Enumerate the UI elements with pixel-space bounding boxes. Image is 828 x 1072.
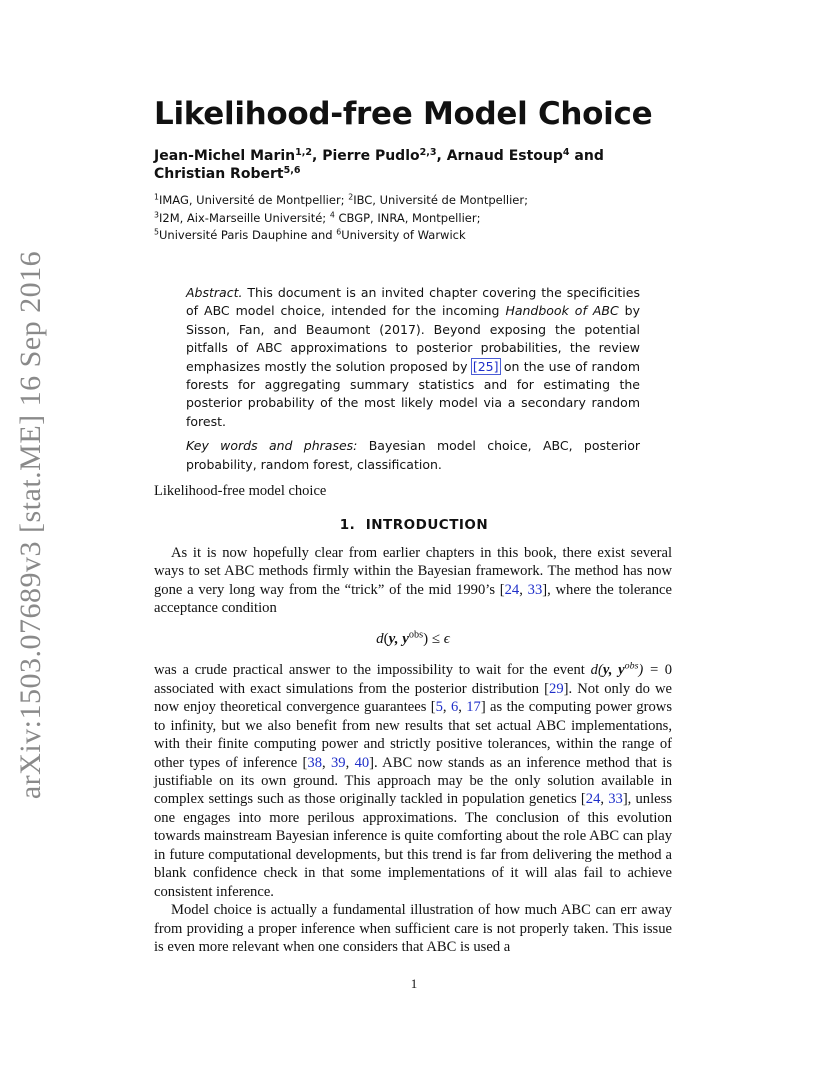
body-text-run: ] as the computing power grows to infinity, but we also benefit from new results that set actual ABC implementations, with their finite computing power and strictly positive tolerances, within the range of other types of inference [: [154, 699, 673, 771]
author-name: Pierre Pudlo: [322, 148, 420, 164]
affiliation-marker: 4: [329, 210, 335, 220]
affiliation-line: [154, 192, 674, 210]
affiliation-marker: 5: [154, 227, 159, 237]
body-text-run: ], unless one engages into more perilous approximations. The conclusion of this evolution towards mainstream Bayesian inference is quite comforting about the role ABC can play in future computational developments, but this trend is far from delivering the method a blank confidence check in that some implementations of it will alas fail to achieve consistent inference.: [154, 791, 672, 900]
body-text-run: As it is now hopefully clear from earlier chapters in this book, there exist several ways to set ABC methods firmly within the Bayesian framework. The method has now gone a very long way from the “trick” of the mid 1990’s [: [154, 545, 672, 598]
author-separator: ,: [436, 148, 447, 164]
affiliation-marker: 2: [348, 192, 354, 202]
inline-math: d(y, $y^{obs}$) =: [590, 660, 659, 679]
abstract-paragraph: [186, 284, 640, 431]
body-text: [154, 544, 672, 957]
affiliation-marker: 3: [154, 210, 159, 220]
body-text-run: 0 associated with exact simulations from the posterior distribution [: [154, 662, 672, 697]
affiliation-text: CBGP, INRA, Montpellier;: [334, 210, 481, 225]
citation-link[interactable]: 29: [549, 680, 564, 697]
affiliation-line: [154, 210, 674, 228]
citation-link[interactable]: 24: [504, 581, 520, 598]
affiliation-marker: 6: [336, 227, 342, 237]
affiliation-text: IBC, Université de Montpellier;: [353, 193, 528, 207]
equation-relation: ≤: [431, 630, 441, 647]
author-affiliation-marker: 4: [562, 146, 570, 158]
abstract-text-part: by Sisson, Fan, and Beaumont (2017). Beyond exposing the potential pitfalls of ABC approximations to posterior probabilities, the review emphasizes mostly the solution proposed by: [186, 303, 640, 374]
affiliation-text: University of Warwick: [341, 228, 466, 242]
author-separator: ,: [312, 148, 323, 164]
page-number: 1: [410, 976, 418, 991]
citation-link[interactable]: 38: [307, 754, 322, 771]
citation-link[interactable]: 6: [450, 699, 459, 716]
inline-math-sup: obs: [624, 660, 639, 672]
author-name: Jean-Michel Marin: [154, 148, 296, 164]
body-text-run: was a crude practical answer to the impossibility to wait for the event: [154, 662, 591, 679]
citation-link[interactable]: 33: [608, 791, 623, 808]
citation-link[interactable]: 5: [435, 699, 443, 716]
affiliation-text: I2M, Aix-Marseille Université;: [158, 210, 330, 225]
body-text-run: ,: [322, 754, 331, 771]
body-text-run: ,: [458, 699, 467, 716]
keywords-label: Key words and phrases:: [186, 438, 358, 454]
body-paragraph-1: [154, 544, 672, 618]
section-heading: [154, 517, 674, 533]
body-text-run: ], where the tolerance acceptance condition: [154, 581, 673, 617]
author-name: Arnaud Estoup: [446, 148, 563, 164]
equation-lhs: d: [376, 630, 384, 647]
arxiv-identifier-stamp: [10, 250, 52, 800]
paper-title: Likelihood-free Model Choice: [154, 96, 653, 132]
running-head: Likelihood-free model choice: [154, 483, 327, 499]
author-list: [154, 147, 674, 183]
display-equation: d(y, $y^{obs}) \le \epsilon$: [376, 629, 450, 647]
citation-link[interactable]: 39: [330, 754, 346, 771]
author-affiliation-marker: 2,3: [419, 146, 437, 158]
book-title: Handbook of ABC: [505, 303, 619, 319]
section-title: INTRODUCTION: [365, 517, 489, 533]
body-text-run: ,: [345, 754, 355, 771]
body-text-run: ,: [442, 699, 451, 716]
citation-link[interactable]: 33: [527, 581, 543, 598]
arxiv-id-text: arXiv:1503.07689v3 [stat.ME] 16 Sep 2016: [14, 250, 47, 800]
affiliation-text: IMAG, Université de Montpellier;: [158, 193, 349, 207]
citation-link[interactable]: 24: [585, 791, 601, 808]
abstract-label: Abstract.: [186, 285, 243, 300]
keywords-paragraph: [186, 437, 640, 474]
body-text-run: ,: [519, 581, 528, 598]
author-affiliation-marker: 1,2: [295, 146, 313, 158]
body-text-run: ]. Not only do we now enjoy theoretical convergence guarantees [: [154, 680, 672, 716]
affiliation-marker: 1: [154, 192, 159, 202]
abstract-block: [186, 284, 640, 474]
body-text-run: ]. ABC now stands as an inference method that is justifiable on its own ground. This approach may be the only solution available in complex settings such as those originally tackled in population genetics [: [154, 754, 673, 808]
citation-link[interactable]: 40: [354, 754, 370, 771]
equation-sup: obs: [408, 629, 424, 641]
affiliation-list: [154, 192, 674, 245]
abstract-text-part: This document is an invited chapter covering the specificities of ABC model choice, intended for the incoming: [186, 285, 640, 319]
body-paragraph-3: Model choice is actually a fundamental illustration of how much ABC can err away from providing a proper inference when sufficient care is not properly taken. This issue is even more relevant when one considers that ABC is used a: [154, 902, 672, 956]
equation-rhs: ϵ: [443, 630, 450, 647]
equation-args: y, y: [388, 630, 409, 647]
author-affiliation-marker: 5,6: [283, 164, 301, 176]
body-paragraph-2: [154, 661, 672, 901]
body-text-run: ,: [600, 791, 609, 808]
affiliation-text: Université Paris Dauphine and: [158, 228, 337, 242]
inline-math-vars: y, y: [602, 662, 625, 679]
citation-link[interactable]: 17: [466, 699, 481, 716]
keywords-text: Bayesian model choice, ABC, posterior probability, random forest, classification.: [186, 438, 640, 472]
abstract-text-part: on the use of random forests for aggregating summary statistics and for estimating the posterior probability of the most likely model via a secondary random forest.: [186, 358, 640, 429]
author-name: Christian Robert: [154, 166, 284, 182]
author-separator: and: [569, 148, 604, 164]
affiliation-line: [154, 227, 674, 245]
section-number: 1.: [339, 517, 356, 533]
citation-link[interactable]: [25]: [472, 358, 499, 374]
